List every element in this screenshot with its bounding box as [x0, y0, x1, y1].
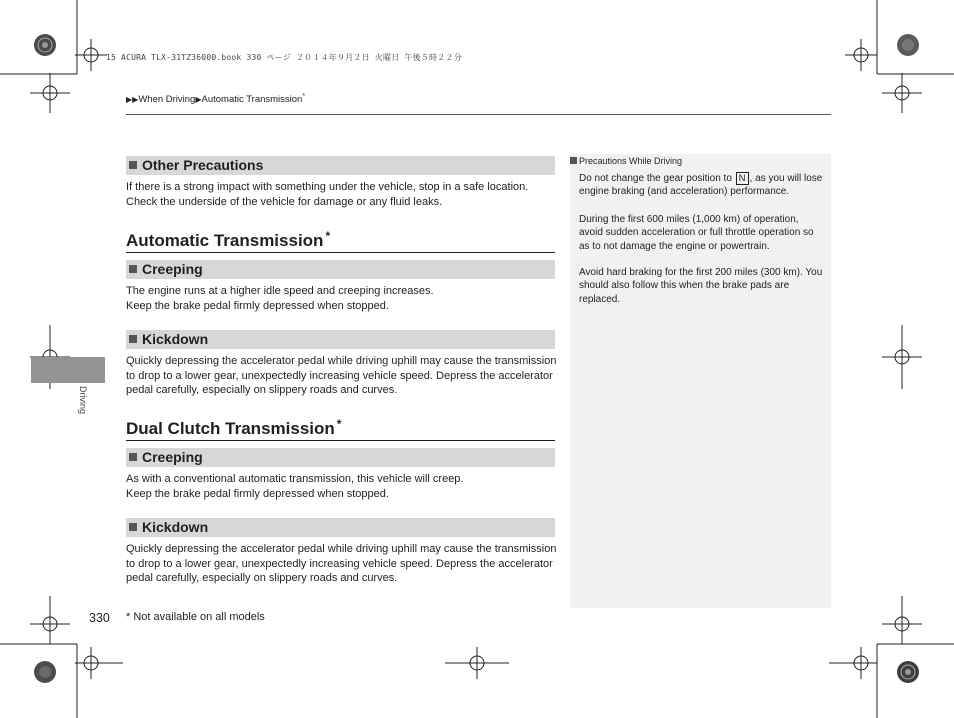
dct-kickdown-text: Quickly depressing the accelerator pedal while driving uphill may cause the transmission to drop to a lower gear, unexpectedly increasing vehicle speed. Depress the accelerator pedal carefully, especially on slippery roads and curves.: [126, 543, 557, 584]
printer-slug-line: 15 ACURA TLX-31TZ36000.book 330 ページ ２０１４年９月２日 火曜日 午後５時２２分: [106, 53, 462, 62]
text-line: Keep the brake pedal firmly depressed when stopped.: [126, 487, 389, 500]
section-at-creeping: [126, 260, 555, 279]
target-mid-right: [882, 325, 922, 389]
text-line: The engine runs at a higher idle speed and creeping increases.: [126, 285, 434, 297]
chapter-tab[interactable]: [31, 357, 105, 383]
text-line: As with a conventional automatic transmission, this vehicle will creep.: [126, 473, 464, 485]
section-dct-kickdown: [126, 518, 555, 537]
density-wheel-top-right: [897, 34, 919, 56]
target-bottom-right-1: [829, 647, 877, 679]
square-bullet-icon: [129, 335, 137, 343]
chapter-label: Driving: [78, 386, 88, 415]
target-bottom-right-2: [882, 596, 922, 644]
square-bullet-icon: [129, 453, 137, 461]
breadcrumb-star: *: [302, 93, 306, 100]
target-top-right-1: [845, 39, 877, 71]
target-bottom-left-1: [30, 596, 70, 644]
gear-position-n-icon: N: [736, 172, 749, 185]
section-title: Kickdown: [142, 331, 209, 347]
side-text-part: , as you will lose engine braking (and acceleration) performance.: [579, 173, 823, 198]
at-kickdown-text: Quickly depressing the accelerator pedal while driving uphill may cause the transmission to drop to a lower gear, unexpectedly increasing vehicle speed. Depress the accelerator pedal carefully, especially on slippery roads and curves.: [126, 355, 557, 396]
side-note-title: [570, 156, 682, 166]
heading-rule: [126, 252, 555, 253]
section-title: Kickdown: [142, 519, 209, 535]
side-note-paragraph-3: Avoid hard braking for the first 200 miles (300 km). You should also follow this when the brake pads are replaced.: [579, 267, 823, 305]
section-title: Creeping: [142, 449, 203, 465]
note-marker-icon: [570, 157, 577, 164]
breadcrumb-item[interactable]: When Driving: [138, 94, 196, 106]
square-bullet-icon: [129, 265, 137, 273]
breadcrumb: [126, 93, 305, 105]
target-top-right-2: [882, 73, 922, 113]
dct-creeping-text: [126, 472, 558, 501]
section-other-precautions: [126, 156, 555, 175]
header-rule: [126, 114, 831, 115]
section-title: Creeping: [142, 261, 203, 277]
heading-text: Dual Clutch Transmission: [126, 419, 335, 438]
breadcrumb-arrow-icon: ▶: [195, 95, 202, 105]
density-wheel-bottom-left: [34, 661, 56, 683]
text-line: Keep the brake pedal firmly depressed when stopped.: [126, 299, 389, 312]
heading-star: *: [325, 229, 331, 243]
side-note-title-text: Precautions While Driving: [579, 156, 683, 166]
other-precautions-text: If there is a strong impact with something under the vehicle, stop in a safe location. Check the underside of the vehicle for damage or any fluid leaks.: [126, 181, 529, 208]
heading-dual-clutch-transmission: [126, 417, 341, 439]
heading-star: *: [336, 417, 342, 431]
at-creeping-text: [126, 284, 558, 313]
heading-rule: [126, 440, 555, 441]
page-number: 330: [89, 611, 110, 625]
footnote: * Not available on all models: [126, 611, 265, 623]
section-title: Other Precautions: [142, 157, 264, 173]
side-text-part: Do not change the gear position to: [579, 173, 732, 184]
heading-automatic-transmission: [126, 229, 330, 251]
heading-text: Automatic Transmission: [126, 231, 324, 250]
breadcrumb-item[interactable]: Automatic Transmission: [201, 94, 303, 106]
target-bottom-left-2: [75, 647, 123, 679]
side-note-paragraph-1: [579, 172, 825, 199]
section-at-kickdown: [126, 330, 555, 349]
breadcrumb-arrow-icon: ▶▶: [126, 95, 139, 105]
square-bullet-icon: [129, 523, 137, 531]
section-dct-creeping: [126, 448, 555, 467]
target-top-left-2: [30, 73, 70, 113]
target-bottom-center: [445, 647, 509, 679]
square-bullet-icon: [129, 161, 137, 169]
target-top-left-1: [75, 39, 107, 71]
density-wheel-bottom-right: [897, 661, 919, 683]
density-wheel-top-left: [34, 34, 56, 56]
side-note-paragraph-2: During the first 600 miles (1,000 km) of operation, avoid sudden acceleration or full throttle operation so as to not damage the engine or powertrain.: [579, 214, 814, 252]
